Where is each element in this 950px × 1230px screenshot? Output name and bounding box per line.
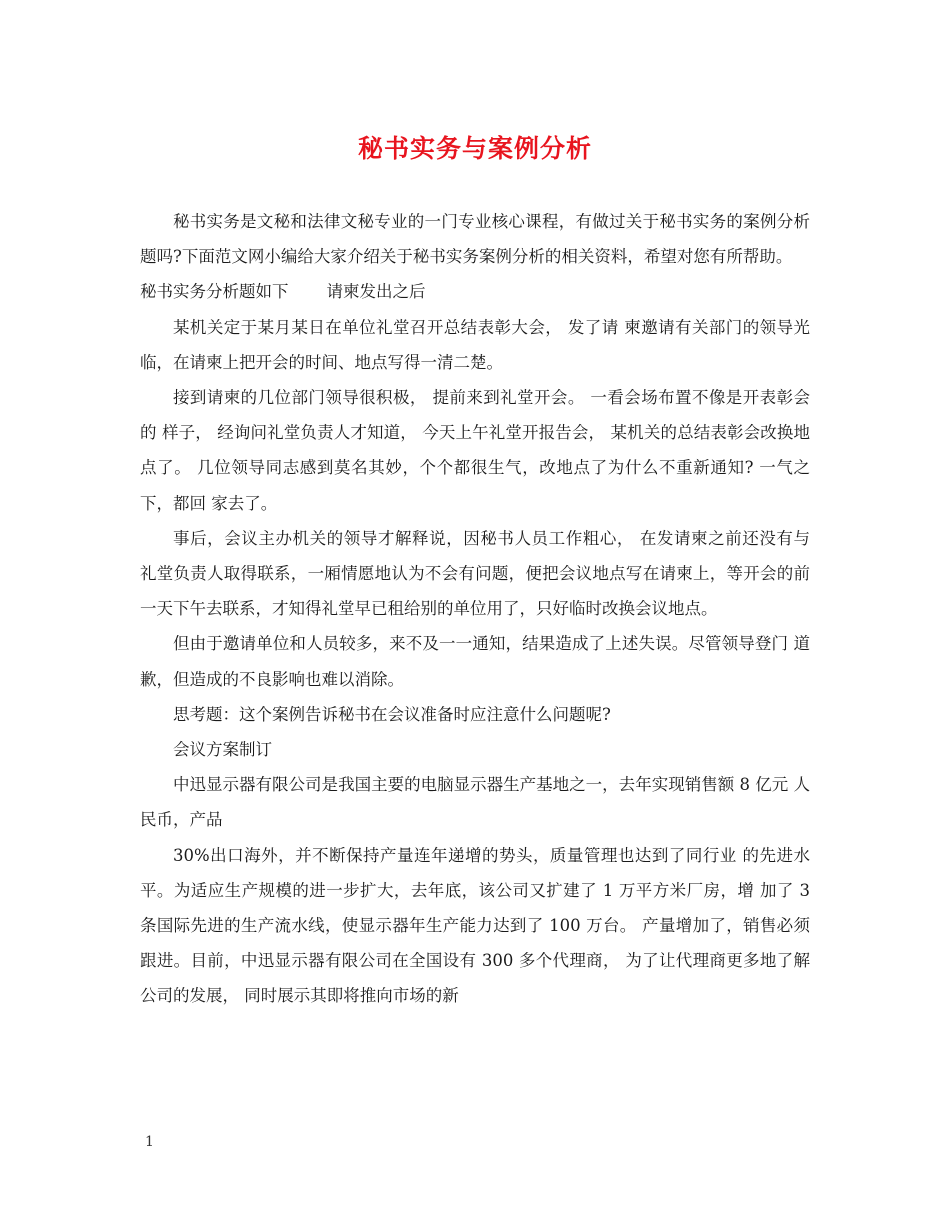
document-body: [140, 204, 810, 1014]
subsection-heading: 会议方案制订: [173, 740, 272, 760]
question-paragraph: 思考题：这个案例告诉秘书在会议准备时应注意什么问题呢?: [173, 704, 611, 724]
intro-paragraph: 秘书实务是文秘和法律文秘专业的一门专业核心课程，有做过关于秘书实务的案例分析题吗?下面范文网小编给大家介绍关于秘书实务案例分析的相关资料，希望对您有所帮助。: [140, 212, 810, 267]
paragraph: 某机关定于某月某日在单位礼堂召开总结表彰大会， 发了请 柬邀请有关部门的领导光 临，在请柬上把开会的时间、地点写得一清二楚。: [140, 317, 810, 372]
page-number: 1: [145, 1134, 154, 1150]
paragraph: 事后，会议主办机关的领导才解释说，因秘书人员工作粗心， 在发请柬之前还没有与 礼堂负责人取得联系，一厢情愿地认为不会有问题，便把会议地点写在请柬上，等开会的前 一天下午去联系，才知得礼堂早已租给别的单位用了，只好临时改换会议地点。: [140, 528, 810, 619]
case-title: 请柬发出之后: [326, 282, 426, 302]
paragraph: 中迅显示器有限公司是我国主要的电脑显示器生产基地之一，去年实现销售额 8 亿元 人民币，产品: [140, 775, 810, 830]
section-label: 秘书实务分析题如下: [140, 282, 289, 302]
paragraph: 30%出口海外，并不断保持产量连年递增的势头，质量管理也达到了同行业 的先进水平。为适应生产规模的进一步扩大，去年底，该公司又扩建了 1 万平方米厂房，增 加了 3 条国际先进的生产流水线，使显示器年生产能力达到了 100 万台。 产量增加了，销售必须跟进。目前，中迅显示器有限公司在全国设有 300 多个代理商， 为了让代理商更多地了解公司的发展， 同时展示其即将推向市场的新: [140, 845, 810, 1006]
paragraph: 但由于邀请单位和人员较多，来不及一一通知，结果造成了上述失误。尽管领导登门 道歉，但造成的不良影响也难以消除。: [140, 634, 810, 689]
document-title: 秘书实务与案例分析: [357, 134, 592, 163]
section-heading-line: [140, 274, 810, 309]
paragraph: 接到请柬的几位部门领导很积极， 提前来到礼堂开会。 一看会场布置不像是开表彰会的 样子， 经询问礼堂负责人才知道， 今天上午礼堂开报告会， 某机关的总结表彰会改换地点了。 几位领导同志感到莫名其妙，个个都很生气，改地点了为什么不重新通知? 一气之下，都回 家去了。: [140, 388, 810, 513]
